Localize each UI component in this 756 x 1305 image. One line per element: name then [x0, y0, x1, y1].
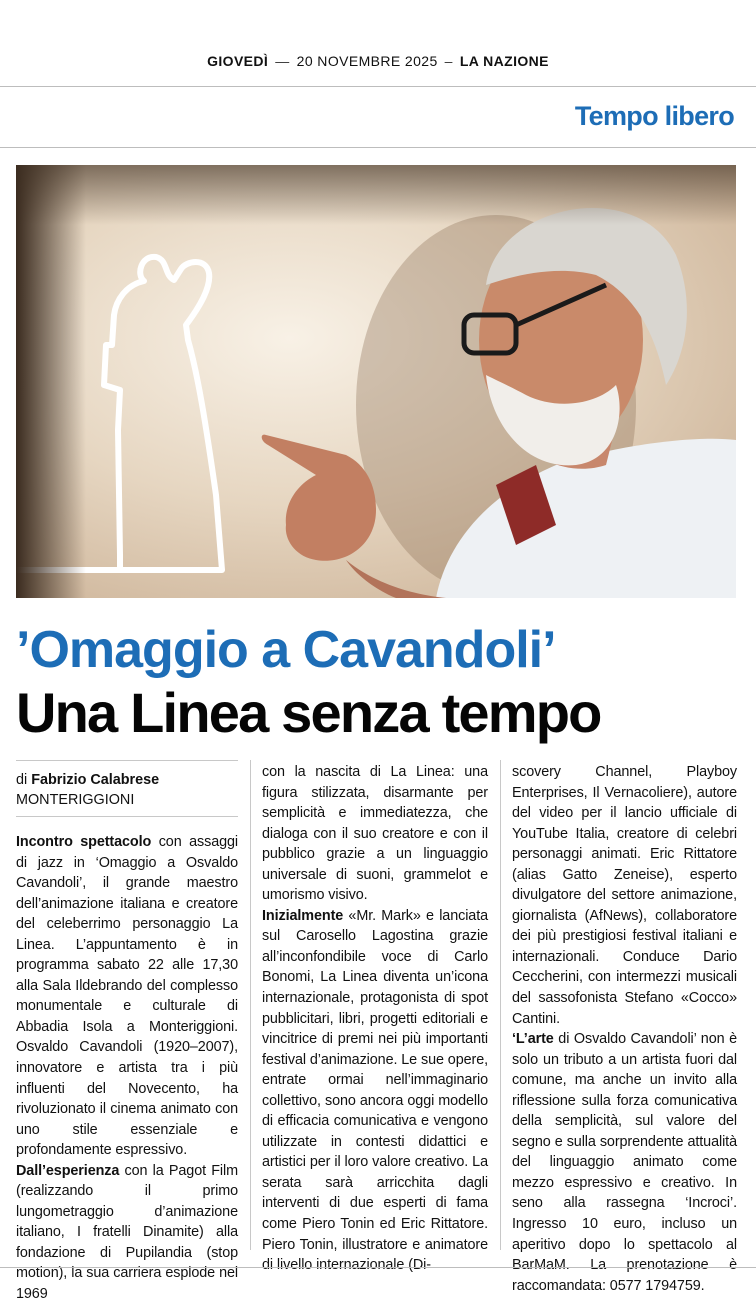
paragraph-text: scovery Channel, Playboy Enterprises, Il Vernacoliere), autore del video per il lancio ufficiale di YouTube Italia, creatore di celebri personaggi animati. Eric Rittatore (alias Gatto Zeneise), esperto divulgatore del settore animazione, giornalista (AfNews), collaboratore dei più prestigiosi festival italiani e internazionali. Conduce Dario Ceccherini, con intermezzi musicali del sassofonista Stefano «Cocco» Cantini.: [512, 764, 737, 1027]
masthead: [0, 0, 756, 87]
article-column-2: [262, 762, 488, 1274]
byline-prefix: di: [16, 772, 28, 788]
paragraph-text: con assaggi di jazz in ‘Omaggio a Osvaldo Cavandoli’, il grande maestro dell’animazione italiana e creatore del celeberrimo personaggio La Linea. L’appuntamento è in programma sabato 22 alle 17,30 alla Sala Ildebrando del complesso monumentale e culturale di Abbadia Isola a Monteriggioni. Osvaldo Cavandoli (1920–2007), innovatore e artista tra i più influenti del Novecento, ha rivoluzionato il cinema animato con uno stile essenziale e profondamente espressivo.: [16, 834, 238, 1159]
column-divider: [250, 760, 251, 1250]
article-column-3: [512, 762, 737, 1294]
byline-author: Fabrizio Calabrese: [31, 772, 160, 788]
headline-kicker: ’Omaggio a Cavandoli’: [16, 621, 556, 679]
paragraph-text: «Mr. Mark» e lanciata sul Carosello Lagostina grazie all’inconfondibile voce di Carlo Bonomi, La Linea diventa un’icona internazionale, protagonista di spot pubblicitari, libri, progetti editoriali e vincitrice di premi nei più importanti festival d’animazione. Le sue opere, entrate ormai nell’immaginario collettivo, sono ancora oggi modello di efficacia comunicativa e vengono utilizzate in contesti didattici e artistici per il loro valore creativo. La serata sarà arricchita dagli interventi di due esperti di fama come Piero Tonin ed Eric Rittatore. Piero Tonin, illustratore e animatore di livello internazionale (Di-: [262, 907, 488, 1274]
byline-top-rule: [16, 760, 238, 761]
man-hand: [262, 435, 376, 561]
paragraph-lead: Dall’esperienza: [16, 1162, 120, 1179]
headline-block: [16, 618, 746, 744]
masthead-separator: —: [275, 53, 290, 69]
headline-title: Una Linea senza tempo: [16, 681, 601, 744]
paragraph-text: con la Pagot Film (realizzando il primo lungometraggio d’animazione italiano, I fratelli Dinamite) alla fondazione di Pupilandia (stop motion), la sua carriera esplode nel 1969: [16, 1162, 238, 1303]
byline: [16, 770, 238, 810]
photo-illustration: [16, 165, 736, 598]
column-divider: [500, 760, 501, 1250]
masthead-date: 20 NOVEMBRE 2025: [296, 53, 438, 69]
byline-bottom-rule: [16, 816, 238, 817]
masthead-paper-name: LA NAZIONE: [459, 53, 549, 69]
paragraph-text: con la nascita di La Linea: una figura stilizzata, disarmante per semplicità e immediatezza, che dialoga con il suo creatore e con il pubblico grazie a un linguaggio universale di suoni, grammelot e umorismo visivo.: [262, 764, 488, 904]
paragraph-text: di Osvaldo Cavandoli’ non è solo un tributo a un artista fuori dal comune, ma anche un invito alla riflessione sulla forza comunicativa della semplicità, sul valore del segno e sulla sorprendente attualità del linguaggio animato come mezzo espressivo e creativo. In seno alla rassegna ‘Incroci’. Ingresso 10 euro, incluso un aperitivo dopo lo spettacolo al BarMaM. La prenotazione è raccomandata: 0577 1794759.: [512, 1031, 737, 1294]
article-column-1: [16, 832, 238, 1303]
section-label: Tempo libero: [574, 101, 734, 131]
masthead-day: GIOVEDÌ: [207, 53, 269, 69]
page-bottom-rule: [0, 1267, 756, 1268]
paragraph-lead: Inizialmente: [262, 907, 344, 924]
byline-location: MONTERIGGIONI: [16, 792, 135, 808]
section-divider: [0, 147, 756, 148]
article-photo: [16, 165, 736, 598]
paragraph-lead: Incontro spettacolo: [16, 834, 152, 850]
masthead-separator: –: [444, 53, 453, 69]
paragraph-lead: ‘L’arte: [512, 1031, 554, 1048]
